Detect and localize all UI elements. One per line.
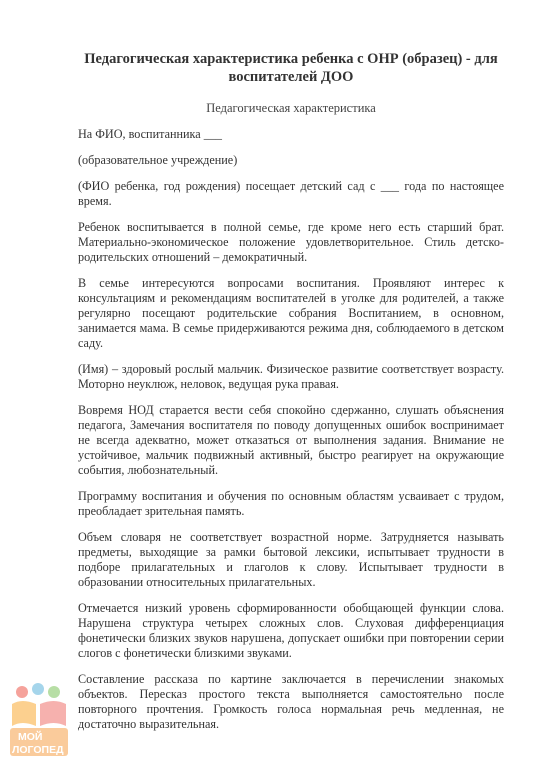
paragraph: (образовательное учреждение) — [78, 153, 238, 167]
paragraph: Ребенок воспитывается в полной семье, где кроме него есть старший брат. Материально-экономическое положение удовлетворительное. Стиль детско-родительских отношений – демократичный. — [78, 220, 504, 264]
paragraph: Составление рассказа по картине заключается в перечислении знакомых объектов. Пересказ простого текста выполняется самостоятельно после повторного прочтения. Громкость голоса нормальная речь медленная, не достаточно выразительная. — [78, 672, 504, 731]
paragraph: Объем словаря не соответствует возрастной норме. Затрудняется называть предметы, выходящие за рамки бытовой лексики, испытывает трудности в подборе прилагательных и глаголов к слову. Испытывает трудности в образовании относительных прилагательных. — [78, 530, 504, 589]
logo-text-line1: МОЙ — [18, 731, 43, 743]
paragraph: (ФИО ребенка, год рождения) посещает детский сад с ___ года по настоящее время. — [78, 179, 504, 208]
logo-page-right — [40, 701, 66, 726]
logo-head-red — [16, 686, 28, 698]
document-page — [78, 50, 504, 743]
logo-page-left — [12, 701, 36, 726]
logo-text-line2: ЛОГОПЕД — [12, 744, 64, 756]
paragraph: Вовремя НОД старается вести себя спокойно сдержанно, слушать объяснения педагога, Замечания воспитателя по поводу допущенных ошибок воспринимает не всегда адекватно, может отказаться от выполнения задания. Внимание не устойчивое, мальчик подвижный активный, быстро реагирует на окружающие события, любознательный. — [78, 403, 504, 477]
paragraph: Отмечается низкий уровень сформированности обобщающей функции слова. Нарушена структура четырех сложных слов. Слуховая дифференциация фонетически близких звуков нарушена, допускает ошибки при повторении серии слогов с фонетически близкими звуками. — [78, 601, 504, 660]
paragraph: На ФИО, воспитанника ___ — [78, 127, 223, 141]
logo-head-green — [48, 686, 60, 698]
paragraph: Программу воспитания и обучения по основным областям усваивает с трудом, преобладает зрительная память. — [78, 489, 504, 518]
document-title: Педагогическая характеристика ребенка с ОНР (образец) - для воспитателей ДОО — [84, 51, 498, 85]
moi-logoped-logo — [8, 682, 70, 758]
document-subtitle: Педагогическая характеристика — [206, 101, 376, 115]
paragraph: (Имя) – здоровый рослый мальчик. Физическое развитие соответствует возрасту. Моторно неуклюж, неловок, ведущая рука правая. — [78, 362, 504, 391]
paragraph: В семье интересуются вопросами воспитания. Проявляют интерес к консультациям и рекомендациям воспитателей в уголке для родителей, а также регулярно посещают родительские собрания Воспитанием, в основном, занимается мама. В семье придерживаются режима дня, соблюдаемого в детском саду. — [78, 276, 504, 350]
logo-head-blue — [32, 683, 44, 695]
